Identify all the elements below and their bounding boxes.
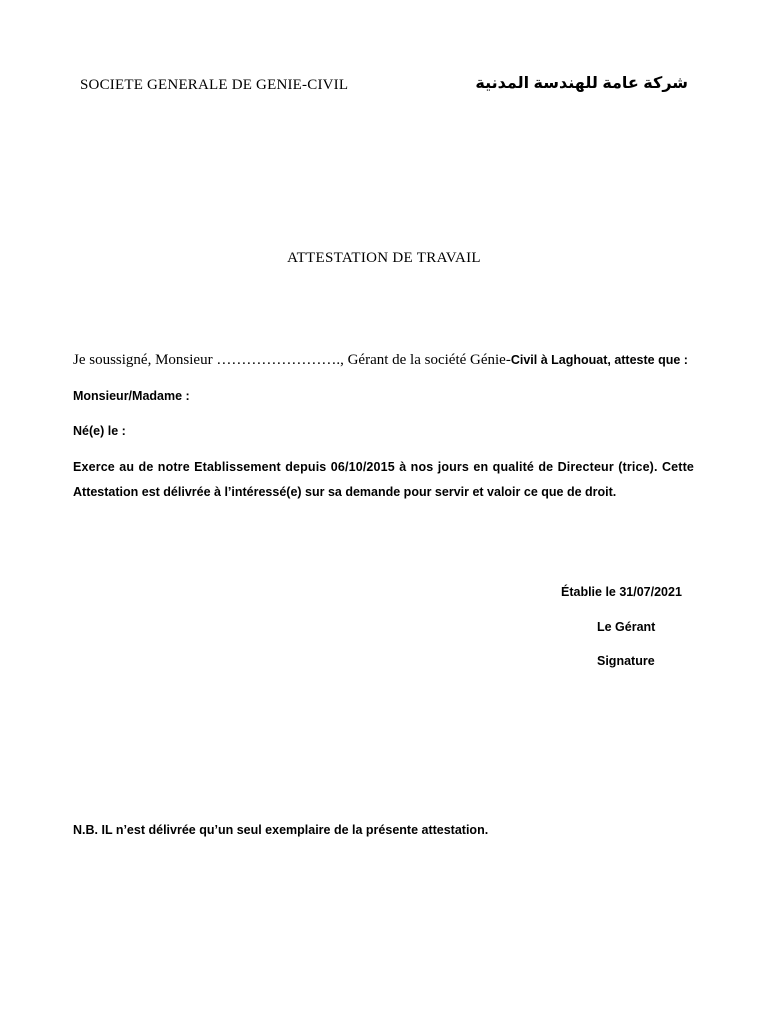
signatory-role: Le Gérant — [597, 620, 656, 634]
employment-paragraph — [73, 455, 694, 505]
issue-date: Établie le 31/07/2021 — [561, 585, 682, 599]
paragraph-line-2: Attestation est délivrée à l’intéressé(e) sur sa demande pour servir et valoir ce que de droit. — [73, 485, 617, 499]
intro-tail-text: Civil à Laghouat, atteste que : — [510, 353, 688, 367]
intro-main-text: Je soussigné, Monsieur ……………………., Gérant de la société Génie- — [73, 352, 511, 368]
intro-sentence — [73, 352, 688, 369]
footnote: N.B. IL n’est délivrée qu’un seul exemplaire de la présente attestation. — [73, 823, 489, 837]
document-title: ATTESTATION DE TRAVAIL — [287, 250, 481, 266]
company-name-french: SOCIETE GENERALE DE GENIE-CIVIL — [80, 77, 349, 93]
company-name-arabic: شركة عامة للهندسة المدنية — [475, 75, 688, 92]
employee-name-label: Monsieur/Madame : — [73, 389, 190, 403]
signature-label: Signature — [597, 654, 655, 668]
birth-date-label: Né(e) le : — [73, 424, 126, 438]
paragraph-line-1: Exerce au de notre Etablissement depuis 06/10/2015 à nos jours en qualité de Directeur (trice). Cette — [73, 460, 694, 474]
